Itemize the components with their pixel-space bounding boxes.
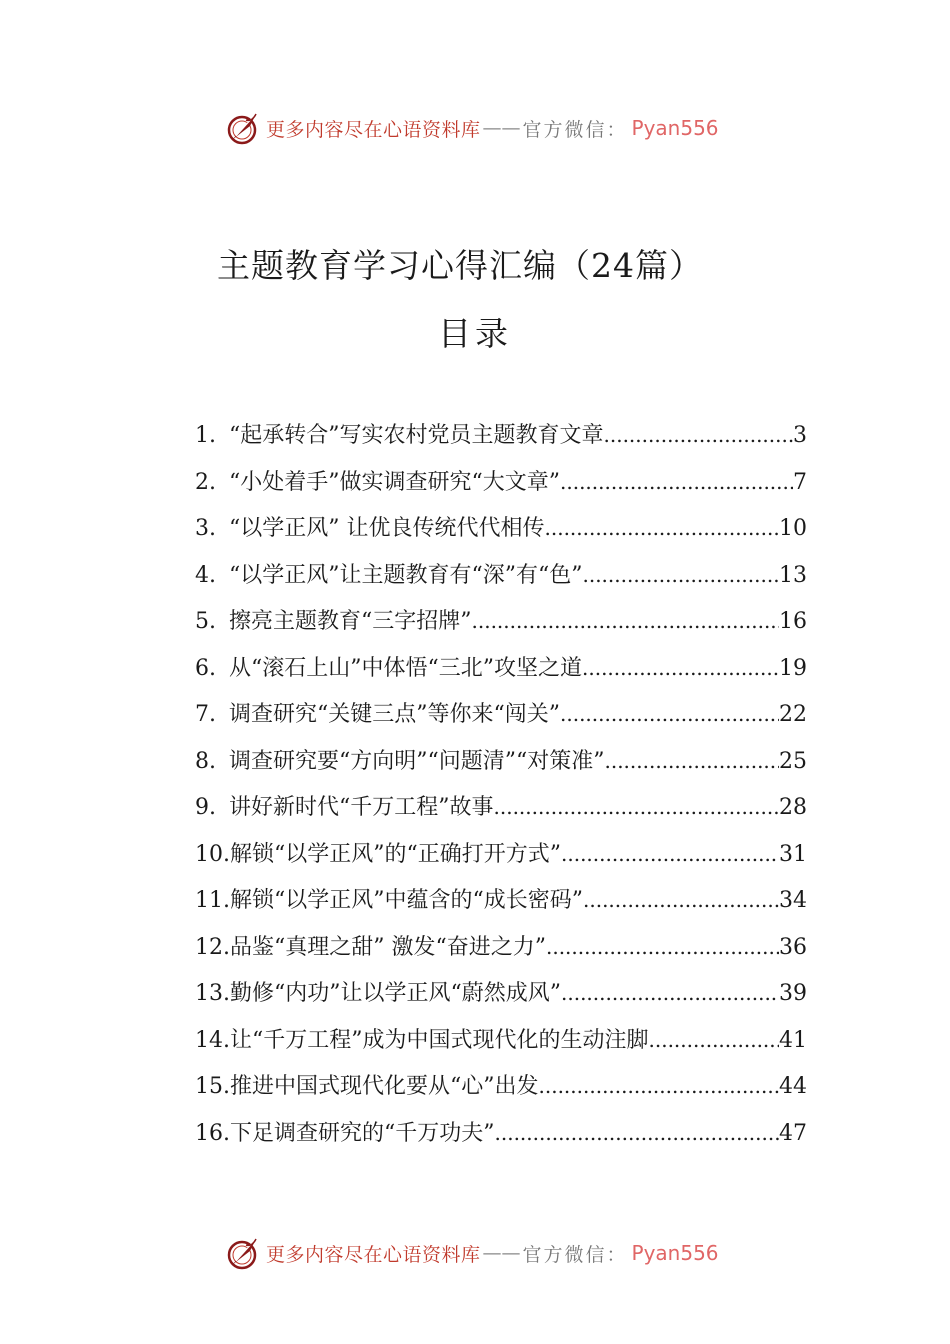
toc-entry-page-number: 44 bbox=[779, 1074, 807, 1099]
watermark-banner-top bbox=[226, 108, 719, 148]
watermark-text: 更多内容尽在心语资料库 bbox=[266, 1243, 481, 1266]
table-of-contents bbox=[195, 418, 807, 1162]
toc-entry[interactable] bbox=[195, 837, 807, 884]
toc-entry-title[interactable]: 调查研究要“方向明”“问题清”“对策准” bbox=[229, 748, 605, 774]
toc-entry-page-number: 25 bbox=[779, 748, 807, 774]
watermark-dash: —— bbox=[482, 117, 521, 139]
feather-pen-logo-icon bbox=[226, 1235, 262, 1271]
toc-dot-leader bbox=[582, 563, 779, 587]
toc-entry[interactable] bbox=[195, 604, 807, 651]
toc-entry-title[interactable]: 解锁“以学正风”中蕴含的“成长密码” bbox=[230, 888, 583, 913]
toc-entry-number: 2. bbox=[195, 469, 216, 495]
toc-dot-leader bbox=[649, 1028, 780, 1052]
toc-entry-number: 16. bbox=[195, 1120, 230, 1146]
watermark-dash: —— bbox=[482, 1242, 521, 1264]
toc-entry[interactable] bbox=[195, 976, 807, 1023]
toc-dot-leader bbox=[560, 702, 779, 726]
toc-entry-number: 10. bbox=[195, 841, 230, 867]
toc-entry[interactable] bbox=[195, 883, 807, 930]
toc-entry-title[interactable]: “小处着手”做实调查研究“大文章” bbox=[229, 469, 560, 495]
toc-entry-number: 12. bbox=[195, 934, 230, 960]
toc-entry[interactable] bbox=[195, 1069, 807, 1116]
watermark-text: 更多内容尽在心语资料库 bbox=[266, 118, 481, 141]
toc-dot-leader bbox=[494, 795, 780, 819]
watermark-wechat-label: 官方微信： bbox=[522, 118, 628, 141]
toc-entry-number: 13. bbox=[195, 981, 230, 1006]
toc-entry-page-number: 31 bbox=[779, 841, 807, 867]
toc-entry[interactable] bbox=[195, 930, 807, 977]
toc-entry[interactable] bbox=[195, 744, 807, 791]
toc-entry[interactable] bbox=[195, 558, 807, 605]
toc-entry-number: 11. bbox=[195, 888, 230, 913]
toc-entry[interactable] bbox=[195, 651, 807, 698]
toc-dot-leader bbox=[604, 423, 794, 447]
toc-dot-leader bbox=[560, 470, 793, 494]
document-subtitle: 目录 bbox=[438, 314, 512, 353]
watermark-wechat-id: Pyan556 bbox=[631, 116, 719, 140]
toc-dot-leader bbox=[545, 516, 780, 540]
toc-entry-title[interactable]: 品鉴“真理之甜” 激发“奋进之力” bbox=[230, 934, 546, 960]
toc-entry-page-number: 47 bbox=[779, 1120, 807, 1146]
toc-entry-title[interactable]: 勤修“内功”让以学正风“蔚然成风” bbox=[230, 981, 561, 1006]
toc-entry-number: 5. bbox=[195, 609, 216, 634]
toc-entry-title[interactable]: 擦亮主题教育“三字招牌” bbox=[229, 609, 472, 634]
toc-entry-page-number: 36 bbox=[779, 934, 807, 960]
toc-entry-page-number: 28 bbox=[779, 795, 807, 820]
toc-entry-number: 8. bbox=[195, 748, 216, 774]
toc-dot-leader bbox=[561, 981, 779, 1005]
toc-dot-leader bbox=[546, 935, 779, 959]
toc-entry[interactable] bbox=[195, 465, 807, 512]
toc-entry-number: 1. bbox=[195, 423, 216, 448]
toc-entry-number: 14. bbox=[195, 1027, 230, 1053]
toc-entry-page-number: 7 bbox=[793, 469, 807, 495]
toc-dot-leader bbox=[604, 749, 779, 773]
toc-entry-page-number: 13 bbox=[779, 562, 807, 588]
document-title-text: 主题教育学习心得汇编（24篇） bbox=[217, 246, 703, 285]
toc-entry-title[interactable]: “以学正风” 让优良传统代代相传 bbox=[229, 516, 545, 541]
toc-entry-page-number: 41 bbox=[779, 1027, 807, 1053]
toc-entry-title[interactable]: 解锁“以学正风”的“正确打开方式” bbox=[230, 841, 561, 867]
toc-entry-page-number: 10 bbox=[779, 516, 807, 541]
toc-entry-title[interactable]: 讲好新时代“千万工程”故事 bbox=[229, 795, 494, 820]
toc-entry-number: 3. bbox=[195, 516, 216, 541]
toc-entry-title[interactable]: “以学正风”让主题教育有“深”有“色” bbox=[229, 562, 583, 588]
toc-entry[interactable] bbox=[195, 790, 807, 837]
document-title bbox=[0, 240, 950, 287]
toc-entry-title[interactable]: “起承转合”写实农村党员主题教育文章 bbox=[229, 423, 604, 448]
toc-dot-leader bbox=[472, 609, 780, 633]
toc-entry[interactable] bbox=[195, 418, 807, 465]
toc-entry-title[interactable]: 从“滚石上山”中体悟“三北”攻坚之道 bbox=[229, 655, 582, 681]
toc-entry-number: 4. bbox=[195, 562, 216, 588]
toc-entry-page-number: 3 bbox=[793, 423, 807, 448]
toc-entry-number: 9. bbox=[195, 795, 216, 820]
toc-dot-leader bbox=[583, 888, 779, 912]
watermark-wechat-label: 官方微信： bbox=[522, 1243, 628, 1266]
toc-dot-leader bbox=[495, 1121, 780, 1145]
toc-entry[interactable] bbox=[195, 1023, 807, 1070]
toc-entry-page-number: 39 bbox=[779, 981, 807, 1006]
feather-pen-logo-icon bbox=[226, 110, 262, 146]
toc-dot-leader bbox=[539, 1074, 780, 1098]
toc-entry[interactable] bbox=[195, 1116, 807, 1163]
toc-entry-title[interactable]: 让“千万工程”成为中国式现代化的生动注脚 bbox=[230, 1027, 649, 1053]
toc-entry-number: 6. bbox=[195, 655, 216, 681]
toc-entry-title[interactable]: 调查研究“关键三点”等你来“闯关” bbox=[229, 702, 560, 727]
toc-entry-page-number: 16 bbox=[779, 609, 807, 634]
toc-entry-number: 7. bbox=[195, 702, 216, 727]
toc-entry-page-number: 22 bbox=[779, 702, 807, 727]
toc-entry[interactable] bbox=[195, 511, 807, 558]
toc-entry-title[interactable]: 下足调查研究的“千万功夫” bbox=[230, 1120, 495, 1146]
toc-entry[interactable] bbox=[195, 697, 807, 744]
toc-dot-leader bbox=[561, 842, 779, 866]
toc-entry-page-number: 19 bbox=[779, 655, 807, 681]
toc-dot-leader bbox=[582, 656, 779, 680]
toc-entry-page-number: 34 bbox=[779, 888, 807, 913]
toc-entry-number: 15. bbox=[195, 1074, 230, 1099]
toc-entry-title[interactable]: 推进中国式现代化要从“心”出发 bbox=[230, 1074, 539, 1099]
watermark-wechat-id: Pyan556 bbox=[631, 1241, 719, 1265]
watermark-banner-bottom bbox=[226, 1233, 719, 1273]
